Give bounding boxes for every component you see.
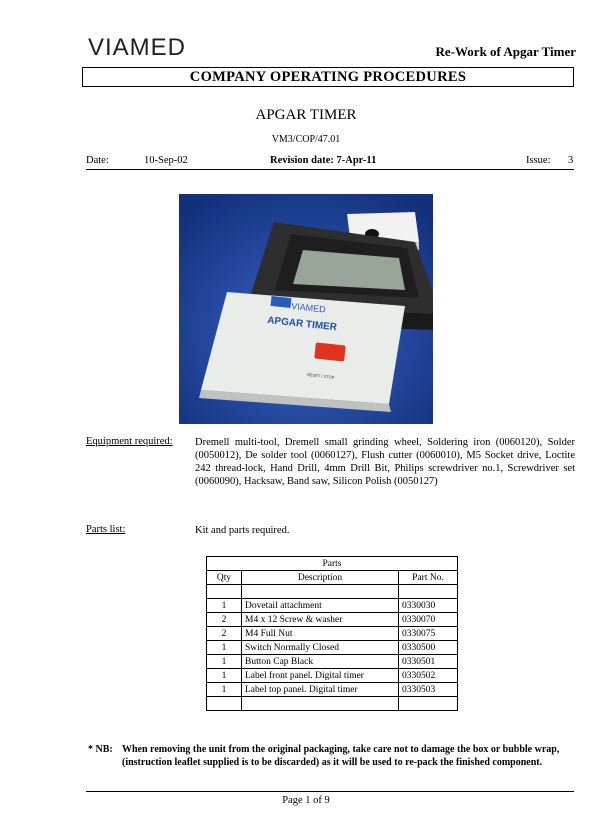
description-cell [242,585,399,599]
qty-cell [207,697,242,711]
footer-divider [86,791,574,792]
description-cell: M4 Full Nut [242,627,399,641]
date-label: Date: [86,155,109,166]
qty-cell [207,585,242,599]
date-value: 10-Sep-02 [144,155,188,166]
table-row [207,585,458,599]
qty-cell: 2 [207,627,242,641]
revision-date: Revision date: 7-Apr-11 [270,155,377,166]
apgar-timer-photo [179,194,433,424]
parts-table [206,556,458,711]
equipment-required-text: Dremell multi-tool, Dremell small grinding wheel, Soldering iron (0060120), Solder (0050012), De solder tool (0060127), Flush cutter (0060010), M5 Socket drive, Loctite 242 thread-lock, Hand Drill, 4mm Drill Bit, Philips screwdriver no.1, Screwdriver set (0060090), Hacksaw, Band saw, Silicon Polish (0050127) [195,437,575,487]
part-no-cell: 0330075 [399,627,458,641]
qty-cell: 1 [207,683,242,697]
device-button-label: RESET / STOP [306,372,335,380]
column-header-part-no: Part No. [399,571,458,585]
document-title: APGAR TIMER [255,107,357,123]
parts-table-title: Parts [207,557,458,571]
viamed-logo: VIAMED [88,34,187,61]
document-code: VM3/COP/47.01 [271,134,341,145]
description-cell: Button Cap Black [242,655,399,669]
description-cell: Dovetail attachment [242,599,399,613]
description-cell: Switch Normally Closed [242,641,399,655]
qty-cell: 1 [207,599,242,613]
description-cell: Label front panel. Digital timer [242,669,399,683]
description-cell [242,697,399,711]
table-row [207,655,458,669]
qty-cell: 1 [207,669,242,683]
qty-cell: 2 [207,613,242,627]
issue-value: 3 [568,155,574,166]
parts-table-header [207,571,458,585]
description-cell: Label top panel. Digital timer [242,683,399,697]
part-no-cell: 0330070 [399,613,458,627]
part-no-cell: 0330500 [399,641,458,655]
column-header-description: Description [242,571,399,585]
part-no-cell: 0330503 [399,683,458,697]
device-name-label: APGAR TIMER [266,315,338,334]
column-header-qty: Qty [207,571,242,585]
note-marker: * NB: [88,744,113,755]
part-no-cell [399,697,458,711]
table-row [207,613,458,627]
table-row [207,683,458,697]
apgar-timer-device-image [179,194,433,424]
table-row [207,627,458,641]
table-row [207,697,458,711]
table-row [207,599,458,613]
table-row [207,669,458,683]
part-no-cell: 0330030 [399,599,458,613]
part-no-cell [399,585,458,599]
procedures-banner: COMPANY OPERATING PROCEDURES [82,67,574,87]
header-title: Re-Work of Apgar Timer [435,44,576,59]
device-brand-label: VIAMED [290,301,327,315]
equipment-required-label: Equipment required: [86,436,173,447]
description-cell: M4 x 12 Screw & washer [242,613,399,627]
parts-list-text: Kit and parts required. [195,525,290,536]
part-no-cell: 0330501 [399,655,458,669]
qty-cell: 1 [207,655,242,669]
page-number: Page 1 of 9 [282,795,330,806]
note-text: When removing the unit from the original packaging, take care not to damage the box or bubble wrap, (instruction leaflet supplied is to be discarded) as it will be used to re-pack the finished component. [122,744,560,768]
part-no-cell: 0330502 [399,669,458,683]
document-meta-row [86,155,574,170]
parts-list-label: Parts list: [86,524,126,535]
issue-label: Issue: [526,155,551,166]
qty-cell: 1 [207,641,242,655]
table-row [207,641,458,655]
